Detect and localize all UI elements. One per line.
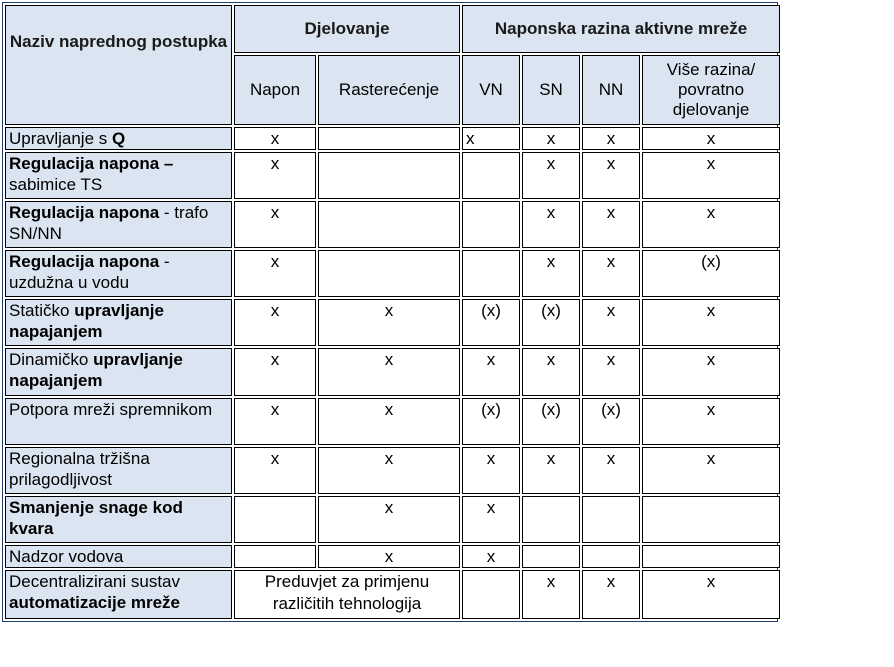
method-name-suffix: sabimice TS <box>9 175 103 195</box>
cell-rasterecenje: x <box>318 348 460 395</box>
method-name-bold: Regulacija napona <box>9 252 160 272</box>
cell-rasterecenje: x <box>318 398 460 445</box>
cell-vise: x <box>642 152 780 199</box>
table-row <box>5 496 780 543</box>
cell-vn: x <box>462 545 520 568</box>
cell-napon <box>234 496 316 543</box>
method-name-regular: Dinamičko <box>9 350 94 370</box>
cell-sn: (x) <box>522 299 580 346</box>
cell-sn <box>522 496 580 543</box>
cell-vn: x <box>462 496 520 543</box>
method-name-bold: upravljanje napajanjem <box>9 350 183 391</box>
method-name-suffix: - uzdužna u vodu <box>9 252 170 293</box>
method-name-bold: Q <box>112 129 126 148</box>
cell-napon: x <box>234 152 316 199</box>
cell-merged-prerequisite: Preduvjet za primjenu različitih tehnologija <box>234 570 460 619</box>
cell-vise: x <box>642 201 780 248</box>
cell-napon: x <box>234 447 316 494</box>
row-method-name <box>5 152 232 199</box>
cell-vn <box>462 250 520 297</box>
table-row <box>5 201 780 248</box>
cell-napon: x <box>234 348 316 395</box>
cell-rasterecenje: x <box>318 447 460 494</box>
cell-nn: (x) <box>582 398 640 445</box>
cell-nn <box>582 496 640 543</box>
cell-nn: x <box>582 152 640 199</box>
row-method-name <box>5 127 232 150</box>
header-voltage-level-group: Naponska razina aktivne mreže <box>462 5 780 53</box>
cell-nn: x <box>582 348 640 395</box>
cell-nn: x <box>582 299 640 346</box>
cell-rasterecenje <box>318 250 460 297</box>
cell-sn: x <box>522 152 580 199</box>
cell-vise: x <box>642 570 780 619</box>
cell-vn: (x) <box>462 398 520 445</box>
row-method-name <box>5 299 232 346</box>
cell-rasterecenje: x <box>318 545 460 568</box>
cell-vn: (x) <box>462 299 520 346</box>
cell-vise: x <box>642 299 780 346</box>
cell-vn: x <box>462 127 520 150</box>
cell-sn <box>522 545 580 568</box>
cell-vn: x <box>462 447 520 494</box>
cell-sn: x <box>522 127 580 150</box>
cell-sn: x <box>522 447 580 494</box>
table-row <box>5 152 780 199</box>
method-name-regular: Decentralizirani sustav <box>9 571 181 591</box>
subheader-sn: SN <box>522 55 580 125</box>
cell-sn: x <box>522 348 580 395</box>
row-method-name <box>5 348 232 395</box>
table-row <box>5 250 780 297</box>
subheader-vise-razina: Više razina/ povratno djelovanje <box>642 55 780 125</box>
cell-napon: x <box>234 250 316 297</box>
row-method-name <box>5 201 232 248</box>
cell-napon: x <box>234 398 316 445</box>
cell-nn: x <box>582 250 640 297</box>
cell-nn: x <box>582 127 640 150</box>
table-row <box>5 570 780 619</box>
cell-vise: x <box>642 127 780 150</box>
row-method-name <box>5 496 232 543</box>
cell-napon: x <box>234 201 316 248</box>
cell-vise: x <box>642 447 780 494</box>
table-body <box>5 127 780 619</box>
table-row <box>5 398 780 445</box>
table-row <box>5 127 780 150</box>
cell-rasterecenje <box>318 201 460 248</box>
method-name-regular: Regionalna tržišna prilagodljivost <box>9 448 150 489</box>
cell-sn: x <box>522 570 580 619</box>
cell-vise <box>642 545 780 568</box>
subheader-nn: NN <box>582 55 640 125</box>
table-row <box>5 299 780 346</box>
method-name-bold: Smanjenje snage kod kvara <box>9 497 183 538</box>
method-name-regular: Upravljanje s <box>9 129 112 148</box>
header-action-group: Djelovanje <box>234 5 460 53</box>
cell-rasterecenje: x <box>318 496 460 543</box>
row-method-name <box>5 570 232 619</box>
subheader-rasterecenje: Rasterećenje <box>318 55 460 125</box>
method-name-bold: Regulacija napona <box>9 203 160 223</box>
cell-sn: x <box>522 201 580 248</box>
method-name-bold: Regulacija napona – <box>9 154 174 174</box>
methods-table-container <box>2 2 778 622</box>
cell-vise: (x) <box>642 250 780 297</box>
method-name-regular: Statičko <box>9 301 75 321</box>
cell-napon: x <box>234 127 316 150</box>
cell-rasterecenje: x <box>318 299 460 346</box>
cell-vn: x <box>462 348 520 395</box>
table-row <box>5 545 780 568</box>
row-method-name <box>5 447 232 494</box>
cell-nn: x <box>582 447 640 494</box>
method-name-bold: automatizacije mreže <box>9 592 181 612</box>
subheader-napon: Napon <box>234 55 316 125</box>
cell-nn <box>582 545 640 568</box>
header-method-name: Naziv naprednog postupka <box>5 5 232 125</box>
subheader-vn: VN <box>462 55 520 125</box>
cell-vise: x <box>642 398 780 445</box>
method-name-regular: Potpora mreži spremnikom <box>9 399 213 419</box>
cell-rasterecenje <box>318 152 460 199</box>
cell-vise <box>642 496 780 543</box>
row-method-name <box>5 398 232 445</box>
cell-vn <box>462 570 520 619</box>
cell-vn <box>462 152 520 199</box>
method-name-suffix: - trafo SN/NN <box>9 203 209 244</box>
method-name-regular: Nadzor vodova <box>9 546 124 566</box>
cell-nn: x <box>582 570 640 619</box>
cell-sn: x <box>522 250 580 297</box>
table-row <box>5 447 780 494</box>
cell-vn <box>462 201 520 248</box>
table-row <box>5 348 780 395</box>
cell-rasterecenje <box>318 127 460 150</box>
method-name-bold: upravljanje napajanjem <box>9 301 164 342</box>
methods-table <box>3 3 782 621</box>
cell-napon <box>234 545 316 568</box>
cell-sn: (x) <box>522 398 580 445</box>
cell-napon: x <box>234 299 316 346</box>
cell-vise: x <box>642 348 780 395</box>
row-method-name <box>5 250 232 297</box>
row-method-name <box>5 545 232 568</box>
cell-nn: x <box>582 201 640 248</box>
